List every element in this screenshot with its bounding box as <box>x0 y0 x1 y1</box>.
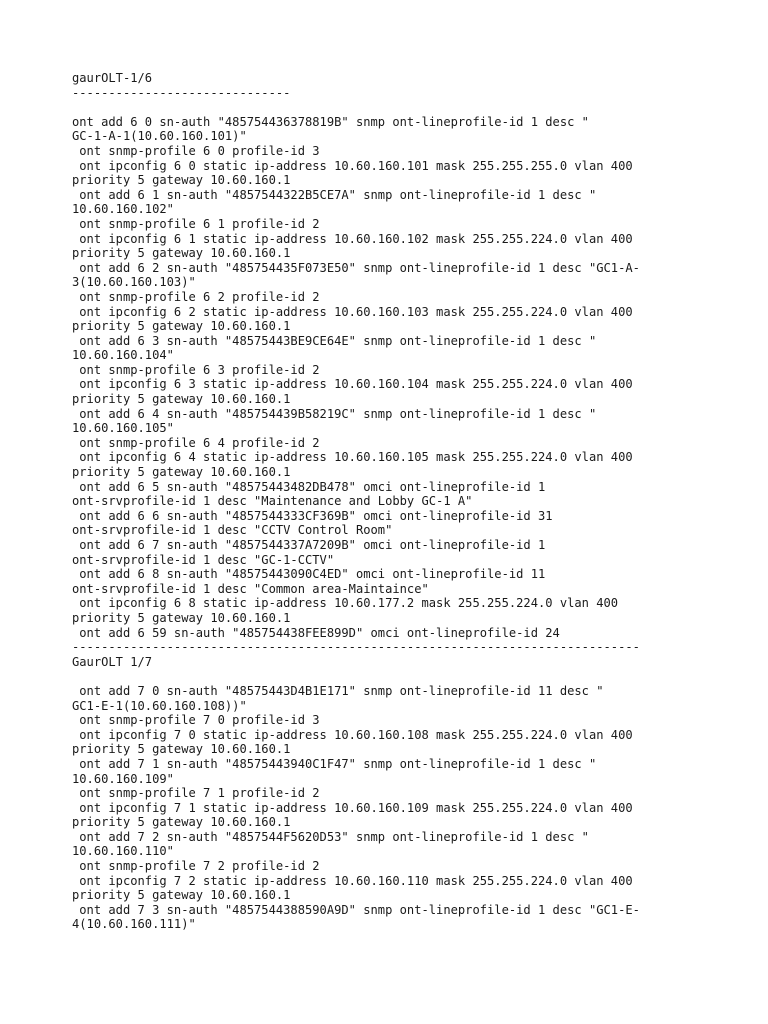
text-line: ont add 6 59 sn-auth "485754438FEE899D" omci ont-lineprofile-id 24 <box>72 625 560 640</box>
text-line: ont add 7 1 sn-auth "48575443940C1F47" snmp ont-lineprofile-id 1 desc " <box>72 756 597 771</box>
text-line: ont add 7 2 sn-auth "4857544F5620D53" snmp ont-lineprofile-id 1 desc " <box>72 829 589 844</box>
text-line: ont snmp-profile 7 2 profile-id 2 <box>72 859 320 874</box>
text-line: priority 5 gateway 10.60.160.1 <box>72 465 291 480</box>
section-heading: GaurOLT 1/7 <box>72 654 153 669</box>
text-line: priority 5 gateway 10.60.160.1 <box>72 815 291 830</box>
text-line: ont add 6 5 sn-auth "48575443482DB478" omci ont-lineprofile-id 1 <box>72 479 546 494</box>
config-text-block <box>72 71 712 932</box>
text-line: priority 5 gateway 10.60.160.1 <box>72 392 291 407</box>
text-line: ont add 6 3 sn-auth "48575443BE9CE64E" snmp ont-lineprofile-id 1 desc " <box>72 333 597 348</box>
text-line: 3(10.60.160.103)" <box>72 275 196 290</box>
text-line: ont ipconfig 6 2 static ip-address 10.60.160.103 mask 255.255.224.0 vlan 400 <box>72 304 633 319</box>
text-line: 10.60.160.110" <box>72 844 174 859</box>
text-line: ont add 7 0 sn-auth "48575443D4B1E171" snmp ont-lineprofile-id 11 desc " <box>72 683 604 698</box>
text-line: ont add 6 0 sn-auth "485754436378819B" snmp ont-lineprofile-id 1 desc " <box>72 114 589 129</box>
text-line: ont snmp-profile 6 4 profile-id 2 <box>72 435 320 450</box>
text-line: GC-1-A-1(10.60.160.101)" <box>72 129 247 144</box>
text-line: ont ipconfig 6 1 static ip-address 10.60.160.102 mask 255.255.224.0 vlan 400 <box>72 231 633 246</box>
text-line: priority 5 gateway 10.60.160.1 <box>72 246 291 261</box>
text-line: ont snmp-profile 6 1 profile-id 2 <box>72 216 320 231</box>
text-line: GC1-E-1(10.60.160.108))" <box>72 698 247 713</box>
text-line: ont-srvprofile-id 1 desc "CCTV Control Room" <box>72 523 393 538</box>
text-line: ont-srvprofile-id 1 desc "GC-1-CCTV" <box>72 552 335 567</box>
text-line: ont ipconfig 7 0 static ip-address 10.60.160.108 mask 255.255.224.0 vlan 400 <box>72 727 633 742</box>
text-line: ont add 6 4 sn-auth "485754439B58219C" snmp ont-lineprofile-id 1 desc " <box>72 406 597 421</box>
separator-line: ------------------------------------------------------------------------------ <box>72 640 640 655</box>
text-line: ont snmp-profile 6 0 profile-id 3 <box>72 143 320 158</box>
text-line: 10.60.160.109" <box>72 771 174 786</box>
text-line: ont-srvprofile-id 1 desc "Maintenance and Lobby GC-1 A" <box>72 494 473 509</box>
text-line: ont ipconfig 6 0 static ip-address 10.60.160.101 mask 255.255.255.0 vlan 400 <box>72 158 633 173</box>
text-line: priority 5 gateway 10.60.160.1 <box>72 742 291 757</box>
text-line: ont add 6 2 sn-auth "485754435F073E50" snmp ont-lineprofile-id 1 desc "GC1-A- <box>72 260 640 275</box>
blank-line <box>72 100 712 115</box>
text-line: ont ipconfig 6 4 static ip-address 10.60.160.105 mask 255.255.224.0 vlan 400 <box>72 450 633 465</box>
text-line: ont-srvprofile-id 1 desc "Common area-Maintaince" <box>72 581 429 596</box>
text-line: ont add 6 7 sn-auth "4857544337A7209B" omci ont-lineprofile-id 1 <box>72 538 546 552</box>
text-line: ont snmp-profile 6 3 profile-id 2 <box>72 362 320 377</box>
text-line: ont ipconfig 6 3 static ip-address 10.60.160.104 mask 255.255.224.0 vlan 400 <box>72 377 633 392</box>
text-line: 10.60.160.104" <box>72 348 174 363</box>
text-line: priority 5 gateway 10.60.160.1 <box>72 173 291 188</box>
text-line: ont ipconfig 6 8 static ip-address 10.60.177.2 mask 255.255.224.0 vlan 400 <box>72 596 619 611</box>
text-line: ont snmp-profile 6 2 profile-id 2 <box>72 289 320 304</box>
text-line: ont add 6 6 sn-auth "4857544333CF369B" omci ont-lineprofile-id 31 <box>72 508 553 523</box>
text-line: ont snmp-profile 7 0 profile-id 3 <box>72 713 320 728</box>
section-heading: gaurOLT-1/6 <box>72 71 153 85</box>
separator-line: ------------------------------ <box>72 85 291 100</box>
text-line: 4(10.60.160.111)" <box>72 917 196 932</box>
text-line: priority 5 gateway 10.60.160.1 <box>72 319 291 334</box>
text-line: ont add 6 8 sn-auth "48575443090C4ED" omci ont-lineprofile-id 11 <box>72 567 546 582</box>
document-page <box>72 71 712 932</box>
text-line: 10.60.160.102" <box>72 202 174 217</box>
text-line: ont add 7 3 sn-auth "4857544388590A9D" snmp ont-lineprofile-id 1 desc "GC1-E- <box>72 902 640 917</box>
text-line: ont ipconfig 7 2 static ip-address 10.60.160.110 mask 255.255.224.0 vlan 400 <box>72 873 633 888</box>
text-line: priority 5 gateway 10.60.160.1 <box>72 888 291 903</box>
blank-line <box>72 669 712 684</box>
text-line: priority 5 gateway 10.60.160.1 <box>72 610 291 625</box>
text-line: ont add 6 1 sn-auth "4857544322B5CE7A" snmp ont-lineprofile-id 1 desc " <box>72 187 597 202</box>
text-line: ont ipconfig 7 1 static ip-address 10.60.160.109 mask 255.255.224.0 vlan 400 <box>72 800 633 815</box>
text-line: ont snmp-profile 7 1 profile-id 2 <box>72 786 320 801</box>
text-line: 10.60.160.105" <box>72 421 174 436</box>
